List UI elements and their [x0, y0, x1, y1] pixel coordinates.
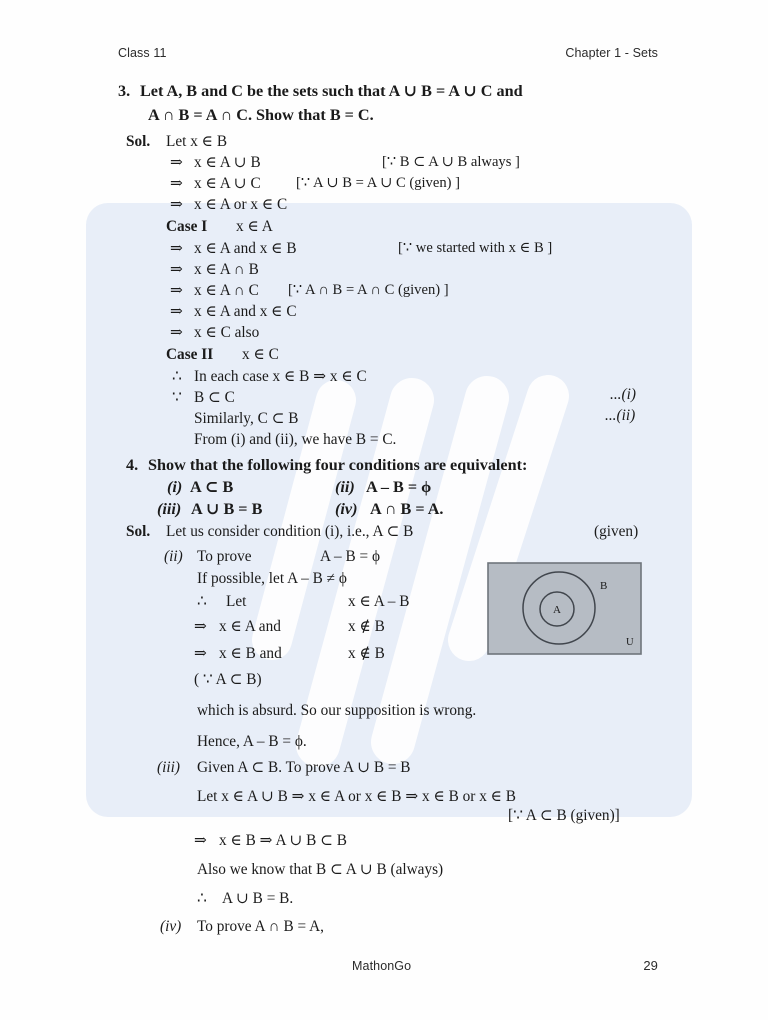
solution-3-line-1-body: x ∈ A ∪ B — [194, 154, 261, 171]
solution-3-line-1-note: [∵ B ⊂ A ∪ B always ] — [382, 154, 520, 170]
solution-3-line-8-body: x ∈ A and x ∈ C — [194, 303, 297, 320]
case-1-body: x ∈ A — [236, 218, 273, 235]
venn-label-a: A — [553, 604, 561, 616]
question-4-number: 4. — [126, 456, 139, 474]
part-ii-label: (ii) — [164, 548, 183, 565]
solution-3-line-7-lead: ⇒ — [170, 282, 183, 299]
condition-iii-text: A ∪ B = B — [191, 500, 263, 518]
part-iii-line-5-lead: ∴ — [197, 890, 207, 907]
part-iii-line-1-body: Let x ∈ A ∪ B ⇒ x ∈ A or x ∈ B ⇒ x ∈ B or x ∈ B — [197, 788, 517, 805]
solution-3-line-9-body: x ∈ C also — [194, 324, 260, 341]
part-iii-line-2-body: [∵ A ⊂ B (given)] — [508, 807, 620, 824]
solution-3-line-9-lead: ⇒ — [170, 324, 183, 341]
solution-3-line-11-lead: ∴ — [172, 368, 182, 385]
condition-ii-text: A – B = ϕ — [366, 478, 432, 496]
solution-3-line-2-note: [∵ A ∪ B = A ∪ C (given) ] — [296, 175, 460, 191]
solution-3-line-12-body: B ⊂ C — [194, 389, 235, 406]
part-ii-line-3-body: x ∈ A and — [219, 618, 281, 635]
solution-3-line-8-lead: ⇒ — [170, 303, 183, 320]
footer-brand: MathonGo — [352, 959, 412, 973]
solution-3-line-2-body: x ∈ A ∪ C — [194, 175, 261, 192]
condition-ii-label: (ii) — [335, 478, 355, 496]
solution-4-intro-note: (given) — [594, 523, 639, 540]
solution-4-intro: Let us consider condition (i), i.e., A ⊂ B — [166, 523, 414, 540]
solution-3-line-3-lead: ⇒ — [170, 196, 183, 213]
part-ii-line-4-lead: ⇒ — [194, 645, 207, 662]
condition-iii-label: (iii) — [157, 500, 182, 518]
part-ii-line-0-body: To prove — [197, 548, 252, 565]
solution-3-line-2-lead: ⇒ — [170, 175, 183, 192]
part-ii-line-4-body: x ∈ B and — [219, 645, 282, 662]
venn-label-b: B — [600, 580, 608, 592]
case-2-label: Case II — [166, 346, 214, 363]
running-head-chapter: Chapter 1 - Sets — [565, 46, 658, 60]
solution-3-line-5-note: [∵ we started with x ∈ B ] — [398, 240, 553, 256]
part-iii-line-3-body: x ∈ B ⇒ A ∪ B ⊂ B — [219, 832, 347, 849]
question-4-statement: Show that the following four conditions are equivalent: — [148, 456, 528, 474]
solution-3-line-7-body: x ∈ A ∩ C — [194, 282, 259, 299]
solution-3-line-14-body: From (i) and (ii), we have B = C. — [194, 431, 397, 448]
part-iii-line-3-lead: ⇒ — [194, 832, 207, 849]
condition-i-text: A ⊂ B — [190, 478, 234, 496]
solution-3-line-12-lead: ∵ — [172, 389, 182, 406]
solution-3-line-5-body: x ∈ A and x ∈ B — [194, 240, 297, 257]
part-iii-line-0-body: Given A ⊂ B. To prove A ∪ B = B — [197, 759, 411, 776]
solution-3-line-5-lead: ⇒ — [170, 240, 183, 257]
part-iv-line-0-body: To prove A ∩ B = A, — [197, 918, 324, 935]
solution-3-line-13-body: Similarly, C ⊂ B — [194, 410, 299, 427]
running-head-class: Class 11 — [118, 46, 167, 60]
question-3-number: 3. — [118, 82, 131, 100]
solution-3-label: Sol. — [126, 133, 151, 150]
solution-3-line-7-note: [∵ A ∩ B = A ∩ C (given) ] — [288, 282, 449, 298]
part-ii-line-5-body: ( ∵ A ⊂ B) — [194, 671, 262, 688]
footer-page-number: 29 — [643, 958, 658, 973]
part-iii-line-5-body: A ∪ B = B. — [222, 890, 294, 907]
solution-3-line-1-lead: ⇒ — [170, 154, 183, 171]
venn-label-u: U — [626, 637, 634, 648]
part-ii-line-3-tail: x ∉ B — [348, 618, 385, 635]
part-iv-label: (iv) — [160, 918, 182, 935]
solution-3-line-6-body: x ∈ A ∩ B — [194, 261, 259, 278]
solution-3-ref-i: ...(i) — [610, 386, 636, 403]
solution-4-label: Sol. — [126, 523, 151, 540]
solution-3-ref-ii: ...(ii) — [605, 407, 636, 424]
part-ii-line-4-tail: x ∉ B — [348, 645, 385, 662]
venn-diagram — [487, 562, 642, 655]
part-iii-line-4-body: Also we know that B ⊂ A ∪ B (always) — [197, 861, 444, 878]
solution-3-line-3-body: x ∈ A or x ∈ C — [194, 196, 288, 213]
part-ii-line-2-body: Let — [226, 593, 247, 610]
part-ii-line-7-body: Hence, A – B = ϕ. — [197, 733, 307, 750]
case-2-body: x ∈ C — [242, 346, 279, 363]
part-ii-line-0-tail: A – B = ϕ — [320, 548, 381, 565]
question-3-statement-line2: A ∩ B = A ∩ C. Show that B = C. — [148, 106, 374, 124]
part-iii-label: (iii) — [157, 759, 180, 776]
part-ii-line-2-tail: x ∈ A – B — [348, 593, 410, 610]
question-3-statement-line1: Let A, B and C be the sets such that A ∪ B = A ∪ C and — [140, 82, 523, 100]
solution-3-line-0-body: Let x ∈ B — [166, 133, 228, 150]
condition-iv-text: A ∩ B = A. — [370, 500, 444, 518]
part-ii-line-3-lead: ⇒ — [194, 618, 207, 635]
solution-3-line-6-lead: ⇒ — [170, 261, 183, 278]
solution-3-line-11-body: In each case x ∈ B ⇒ x ∈ C — [194, 368, 367, 385]
part-ii-line-1-body: If possible, let A – B ≠ ϕ — [197, 570, 347, 587]
part-ii-line-6-body: which is absurd. So our supposition is wrong. — [197, 702, 477, 719]
condition-i-label: (i) — [167, 478, 183, 496]
case-1-label: Case I — [166, 218, 208, 235]
part-ii-line-2-lead: ∴ — [197, 593, 207, 610]
condition-iv-label: (iv) — [335, 500, 358, 518]
